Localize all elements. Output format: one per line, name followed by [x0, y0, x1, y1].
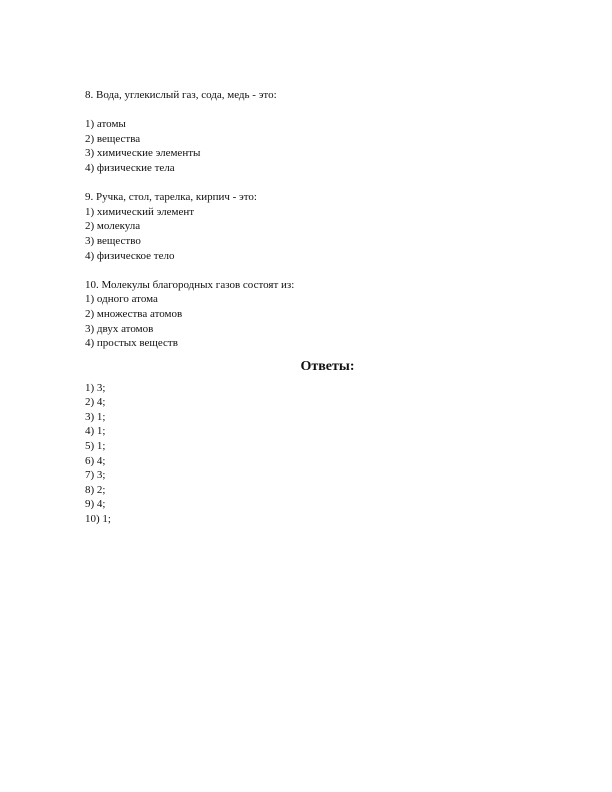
answer-option: 4) физическое тело: [85, 249, 175, 262]
answer-option: 3) двух атомов: [85, 322, 154, 335]
spacer: [85, 103, 525, 118]
answer-key-item: 6) 4;: [85, 454, 106, 467]
answer-option: 3) вещество: [85, 234, 141, 247]
question-text: 10. Молекулы благородных газов состоят из:: [85, 278, 295, 291]
answer-option: 2) множества атомов: [85, 307, 183, 320]
question-10: [85, 278, 525, 351]
answer-option: 4) простых веществ: [85, 337, 178, 350]
answer-option: 1) одного атома: [85, 293, 158, 306]
answer-key-item: 7) 3;: [85, 469, 106, 482]
answer-key-item: 4) 1;: [85, 425, 106, 438]
question-text: 8. Вода, углекислый газ, сода, медь - это:: [85, 89, 277, 101]
answer-option: 2) вещества: [85, 132, 141, 145]
answer-key-item: 5) 1;: [85, 440, 106, 453]
answer-key-item: 3) 1;: [85, 410, 106, 423]
answers-list: [85, 381, 525, 527]
answer-key-item: 8) 2;: [85, 483, 106, 496]
document-page: [85, 88, 525, 527]
answer-key-item: 10) 1;: [85, 513, 111, 526]
answer-key-item: 9) 4;: [85, 498, 106, 511]
answer-key-item: 1) 3;: [85, 381, 106, 394]
answer-option: 1) атомы: [85, 118, 126, 131]
answer-key-item: 2) 4;: [85, 396, 106, 409]
answers-heading: Ответы:: [300, 358, 355, 374]
question-text: 9. Ручка, стол, тарелка, кирпич - это:: [85, 191, 257, 204]
answer-option: 2) молекула: [85, 220, 141, 233]
question-9: [85, 190, 525, 263]
answer-option: 3) химические элементы: [85, 147, 201, 160]
spacer: [85, 263, 525, 278]
answer-option: 1) химический элемент: [85, 205, 195, 218]
answer-option: 4) физические тела: [85, 161, 175, 174]
question-8: [85, 88, 525, 176]
spacer: [85, 176, 525, 191]
